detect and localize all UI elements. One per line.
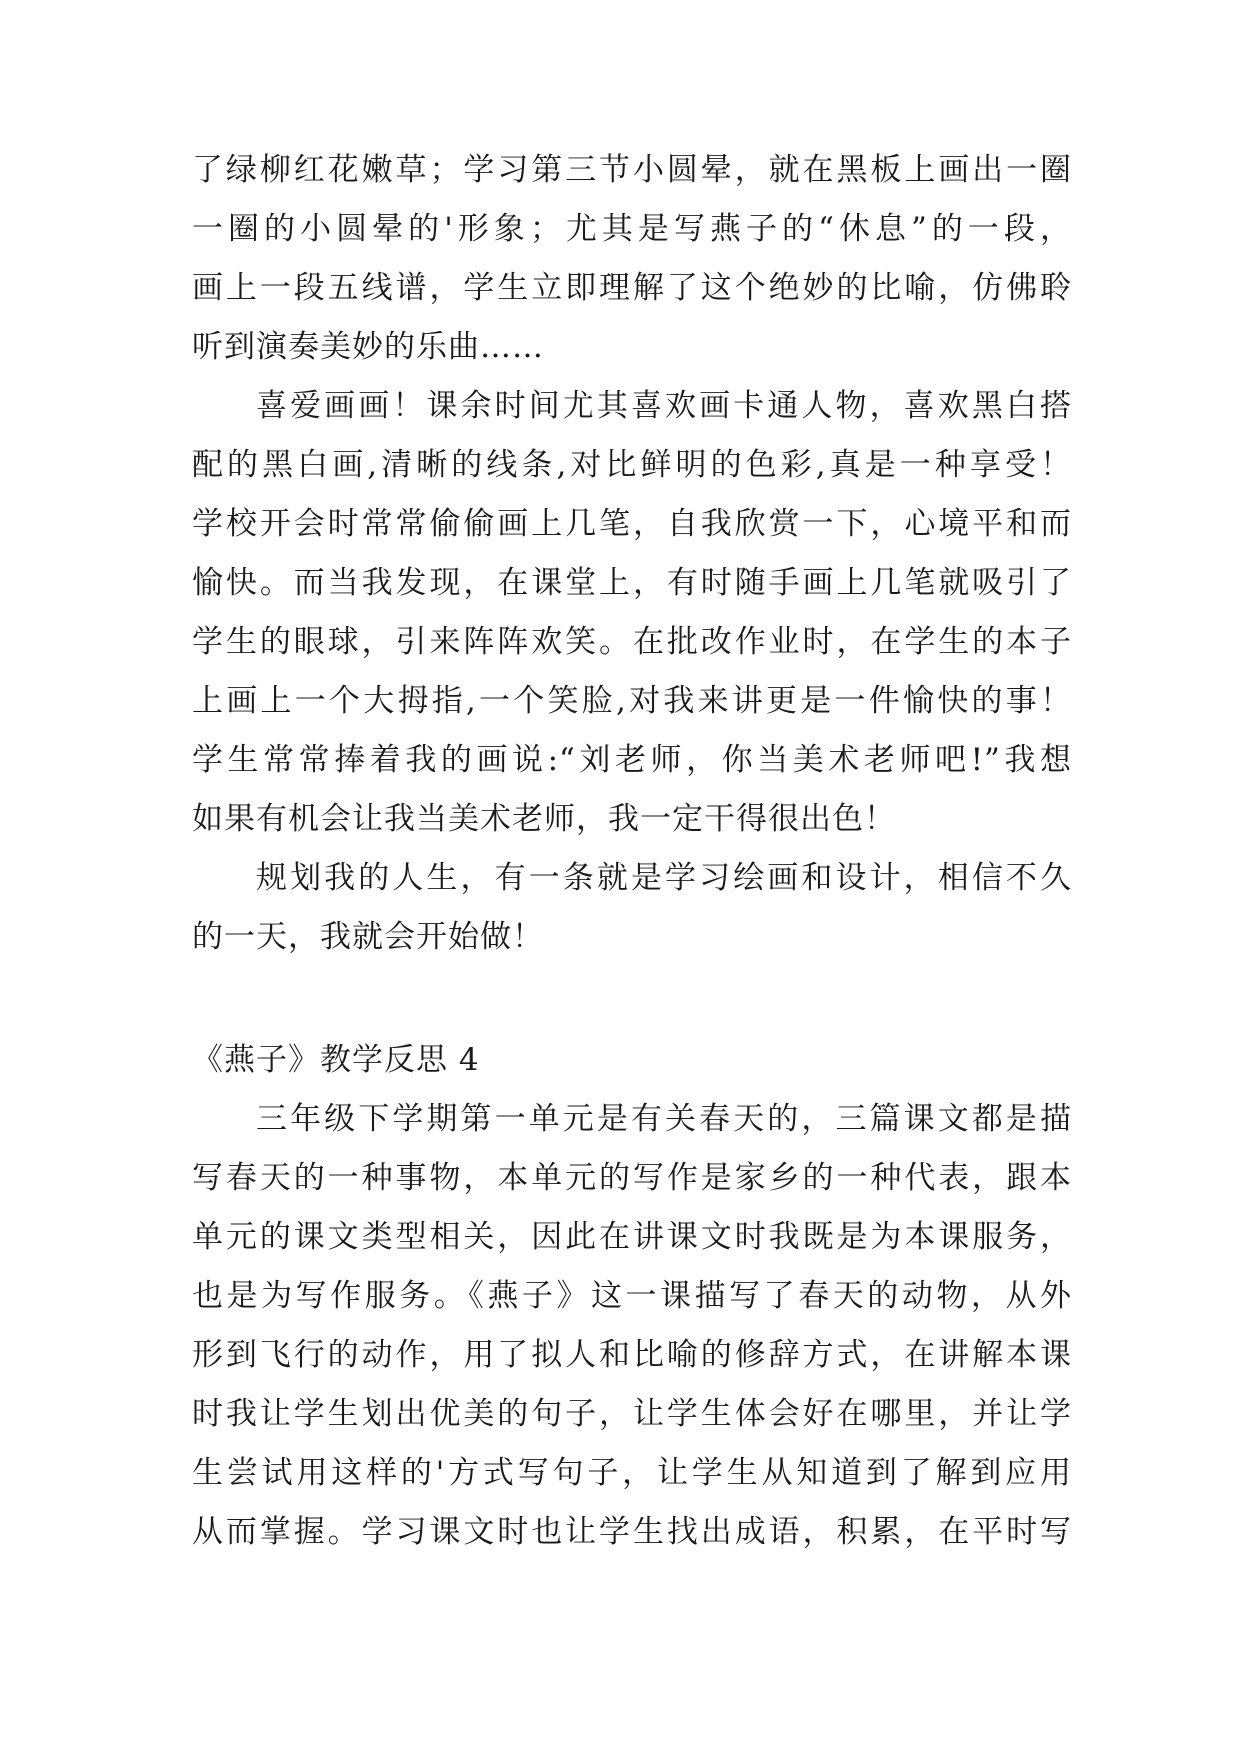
paragraph-line: 的一天，我就会开始做！ xyxy=(192,919,544,955)
paragraph-line: 学生的眼球，引来阵阵欢笑。在批改作业时，在学生的本子 xyxy=(192,624,1072,660)
paragraph-line: 上画上一个大拇指,一个笑脸,对我来讲更是一件愉快的事！ xyxy=(192,683,1072,719)
section-heading: 《燕子》教学反思 4 xyxy=(192,1042,480,1078)
paragraph-line: 了绿柳红花嫩草；学习第三节小圆晕，就在黑板上画出一圈 xyxy=(192,152,1072,188)
paragraph-line: 配的黑白画,清晰的线条,对比鲜明的色彩,真是一种享受！ xyxy=(192,447,1072,483)
paragraph-line: 形到飞行的动作，用了拟人和比喻的修辞方式，在讲解本课 xyxy=(192,1337,1072,1373)
paragraph-line: 规划我的人生，有一条就是学习绘画和设计，相信不久 xyxy=(256,860,1072,896)
paragraph-line: 三年级下学期第一单元是有关春天的，三篇课文都是描 xyxy=(256,1101,1072,1137)
paragraph-line: 时我让学生划出优美的句子，让学生体会好在哪里，并让学 xyxy=(192,1396,1072,1432)
paragraph-line: 学生常常捧着我的画说:“刘老师，你当美术老师吧!”我想 xyxy=(192,742,1072,778)
paragraph-line: 一圈的小圆晕的'形象；尤其是写燕子的“休息”的一段， xyxy=(192,211,1072,247)
paragraph-line: 学校开会时常常偷偷画上几笔，自我欣赏一下，心境平和而 xyxy=(192,506,1072,542)
paragraph-line: 也是为写作服务。《燕子》这一课描写了春天的动物，从外 xyxy=(192,1278,1072,1314)
paragraph-line: 生尝试用这样的'方式写句子，让学生从知道到了解到应用 xyxy=(192,1455,1072,1491)
paragraph-line: 单元的课文类型相关，因此在讲课文时我既是为本课服务， xyxy=(192,1219,1072,1255)
paragraph-line: 从而掌握。学习课文时也让学生找出成语，积累，在平时写 xyxy=(192,1514,1072,1550)
paragraph-line: 写春天的一种事物，本单元的写作是家乡的一种代表，跟本 xyxy=(192,1160,1072,1196)
paragraph-line: 听到演奏美妙的乐曲…… xyxy=(192,329,544,365)
paragraph-line: 如果有机会让我当美术老师，我一定干得很出色！ xyxy=(192,801,896,837)
paragraph-line: 喜爱画画！课余时间尤其喜欢画卡通人物，喜欢黑白搭 xyxy=(256,388,1072,424)
paragraph-line: 画上一段五线谱，学生立即理解了这个绝妙的比喻，仿佛聆 xyxy=(192,270,1072,306)
paragraph-line: 愉快。而当我发现，在课堂上，有时随手画上几笔就吸引了 xyxy=(192,565,1072,601)
